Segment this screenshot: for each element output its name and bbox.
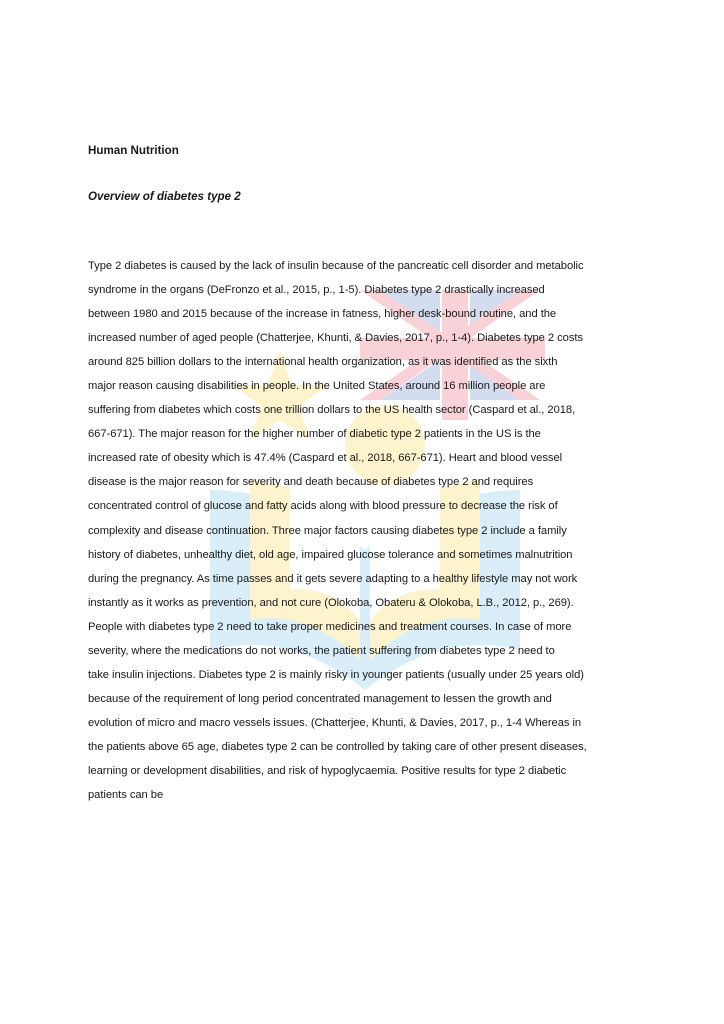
document-content: [88, 142, 658, 807]
text-line: history of diabetes, unhealthy diet, old age, impaired glucose tolerance and sometimes malnutrition: [88, 548, 573, 561]
text-line: between 1980 and 2015 because of the increase in fatness, higher desk-bound routine, and the: [88, 308, 557, 321]
document-title: Human Nutrition: [88, 144, 179, 157]
text-line: severity, where the medications do not works, the patient suffering from diabetes type 2 need to: [88, 644, 555, 657]
text-line: instantly as it works as prevention, and not cure (Olokoba, Obateru & Olokoba, L.B., 2012, p., 269).: [88, 596, 574, 609]
text-line: syndrome in the organs (DeFronzo et al., 2015, p., 1-5). Diabetes type 2 drastically increased: [88, 284, 545, 297]
text-line: learning or development disabilities, and risk of hypoglycaemia. Positive results for type 2 diabetic: [88, 764, 567, 777]
text-line: patients can be: [88, 789, 164, 802]
text-line: around 825 billion dollars to the international health organization, as it was identified as the sixth: [88, 356, 558, 369]
text-line: because of the requirement of long period concentrated management to lessen the growth and: [88, 692, 552, 705]
text-line: People with diabetes type 2 need to take proper medicines and treatment courses. In case of more: [88, 620, 572, 633]
text-line: suffering from diabetes which costs one trillion dollars to the US health sector (Caspard et al., 2018,: [88, 404, 576, 417]
section-heading: Overview of diabetes type 2: [88, 190, 241, 203]
text-line: the patients above 65 age, diabetes type 2 can be controlled by taking care of other present diseases,: [88, 740, 587, 753]
text-line: complexity and disease continuation. Three major factors causing diabetes type 2 include a family: [88, 524, 567, 537]
text-line: increased rate of obesity which is 47.4% (Caspard et al., 2018, 667-671). Heart and blood vessel: [88, 452, 563, 465]
text-line: during the pregnancy. As time passes and it gets severe adapting to a healthy lifestyle may not work: [88, 572, 578, 585]
text-line: Type 2 diabetes is caused by the lack of insulin because of the pancreatic cell disorder and metabolic: [88, 260, 584, 272]
text-line: 667-671). The major reason for the higher number of diabetic type 2 patients in the US is the: [88, 428, 541, 441]
text-line: take insulin injections. Diabetes type 2 is mainly risky in younger patients (usually under 25 years old): [88, 668, 584, 681]
body-paragraph: [88, 254, 658, 807]
text-line: evolution of micro and macro vessels issues. (Chatterjee, Khunti, & Davies, 2017, p., 1-4 Whereas in: [88, 716, 582, 729]
text-line: major reason causing disabilities in people. In the United States, around 16 million people are: [88, 380, 546, 393]
text-line: concentrated control of glucose and fatty acids along with blood pressure to decrease the risk of: [88, 500, 558, 513]
text-line: increased number of aged people (Chatterjee, Khunti, & Davies, 2017, p., 1-4). Diabetes type 2 costs: [88, 332, 583, 345]
text-line: disease is the major reason for severity and death because of diabetes type 2 and requires: [88, 476, 534, 489]
